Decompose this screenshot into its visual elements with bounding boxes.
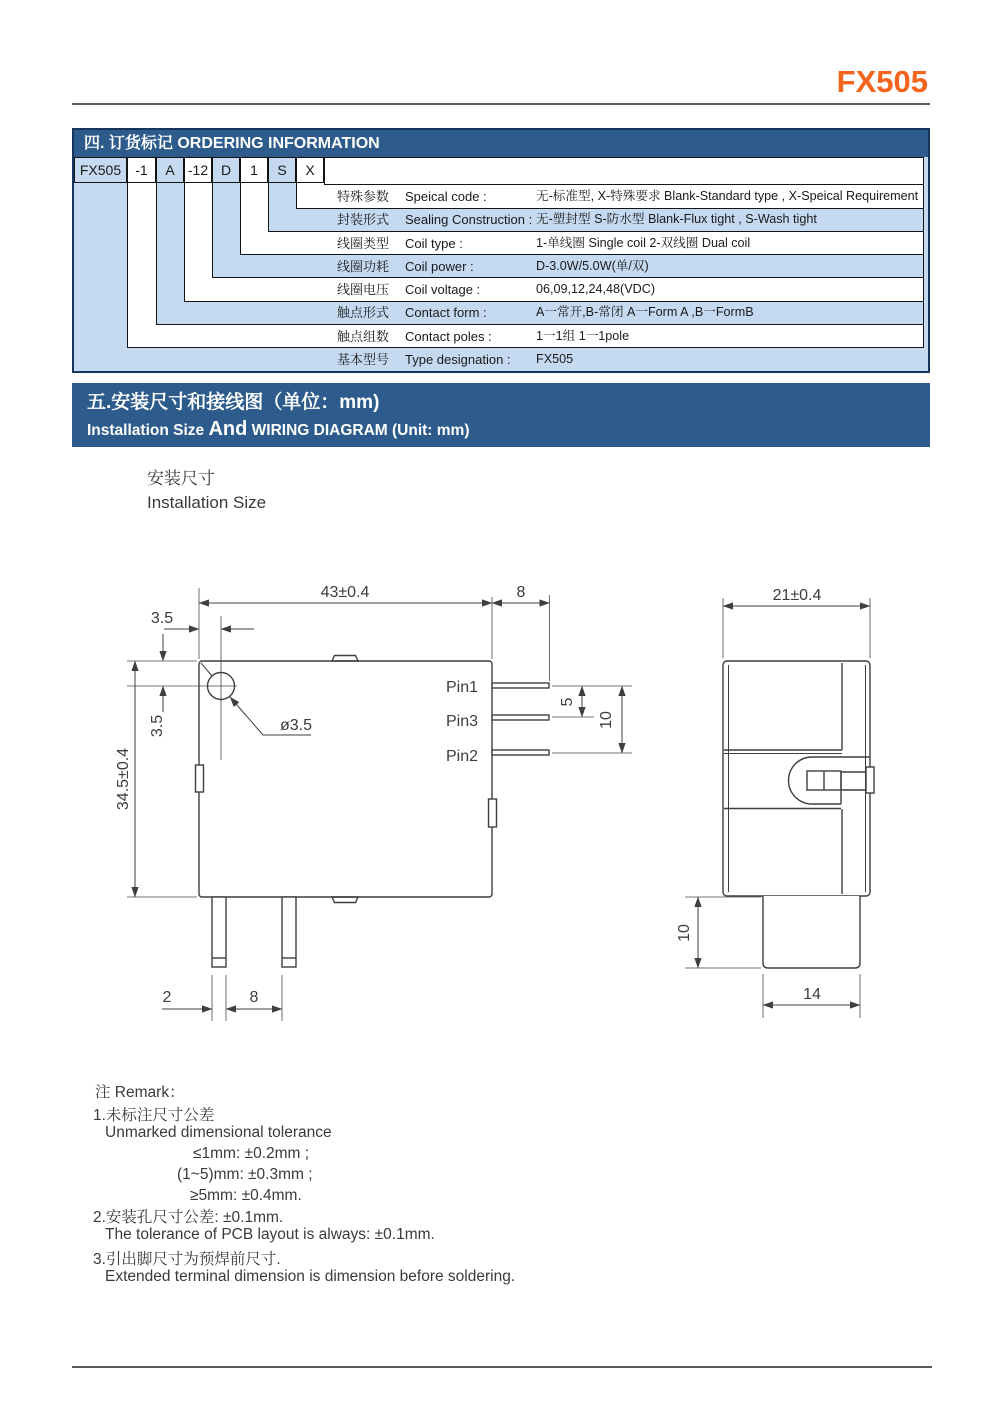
bottom-pin-right bbox=[282, 897, 296, 967]
dim-pin-gap-large: 10 bbox=[598, 711, 615, 729]
row-label-cn: 线圈类型 bbox=[337, 235, 390, 251]
remark-3-cn: 3.引出脚尺寸为预焊前尺寸. bbox=[93, 1251, 281, 1268]
relay-body-side bbox=[723, 661, 870, 896]
remark-1-tol1: ≤1mm: ±0.2mm ; bbox=[193, 1145, 310, 1162]
pin1-label: Pin1 bbox=[445, 679, 478, 696]
row-label-en: Contact form : bbox=[405, 305, 487, 321]
row-value: 1一1组 1一1pole bbox=[536, 328, 630, 343]
row-label-en: Type designation : bbox=[405, 351, 511, 367]
bottom-notch bbox=[332, 897, 358, 903]
code-box-type: FX505 bbox=[74, 157, 127, 183]
drawing-subtitle-en: Installation Size bbox=[147, 493, 267, 512]
dim-pin-gap-small: 5 bbox=[559, 697, 576, 707]
side-view bbox=[676, 587, 874, 1018]
row-value: 无-标准型, X-特殊要求 Blank-Standard type , X-Speical Requirement bbox=[536, 189, 919, 203]
section-title-en-and: And bbox=[208, 418, 248, 440]
dim-side-width: 21±0.4 bbox=[772, 587, 822, 604]
left-edge-tab bbox=[196, 765, 204, 792]
section-title-cn: 五.安装尺寸和接线图（单位：mm) bbox=[87, 392, 380, 413]
dim-body-width: 43±0.4 bbox=[320, 584, 370, 601]
row-label-en: Coil power : bbox=[405, 258, 474, 274]
dim-body-height: 34.5±0.4 bbox=[115, 747, 132, 811]
dim-hole-offset-x: 3.5 bbox=[150, 610, 174, 627]
code-box-voltage: -12 bbox=[184, 157, 212, 183]
remark-1-tol2: (1~5)mm: ±0.3mm ; bbox=[177, 1166, 313, 1183]
front-view bbox=[115, 584, 632, 1021]
dim-boss-height: 10 bbox=[676, 924, 693, 942]
row-label-cn: 基本型号 bbox=[337, 351, 390, 367]
bottom-boss bbox=[763, 896, 860, 968]
remark-3-en: Extended terminal dimension is dimension before soldering. bbox=[105, 1268, 516, 1285]
code-box-form: A bbox=[156, 157, 184, 183]
dim-pin-pitch: 8 bbox=[249, 989, 259, 1006]
section-title-en-part2: WIRING DIAGRAM (Unit: mm) bbox=[247, 422, 470, 439]
pin2-lead bbox=[492, 750, 549, 755]
page-title: FX505 bbox=[836, 64, 928, 99]
pin3-label: Pin3 bbox=[445, 713, 478, 730]
row-label-cn: 触点形式 bbox=[337, 305, 390, 321]
ordering-section-header: 四. 订货标记 ORDERING INFORMATION bbox=[74, 130, 928, 157]
row-label-en: Speical code : bbox=[405, 189, 487, 204]
row-label-en: Coil voltage : bbox=[405, 282, 481, 297]
code-box-sealing: S bbox=[268, 157, 296, 183]
row-value: 1-单线圈 Single coil 2-双线圈 Dual coil bbox=[536, 235, 751, 250]
remark-1-tol3: ≥5mm: ±0.4mm. bbox=[190, 1187, 302, 1204]
remark-1-cn: 1.未标注尺寸公差 bbox=[93, 1107, 215, 1124]
row-label-cn: 线圈电压 bbox=[337, 282, 390, 297]
dim-pin-width: 2 bbox=[162, 989, 172, 1006]
row-label-cn: 触点组数 bbox=[337, 328, 390, 344]
row-label-en: Sealing Construction : bbox=[405, 212, 533, 228]
row-value: FX505 bbox=[536, 351, 574, 366]
remark-label: 注 Remark： bbox=[95, 1084, 185, 1101]
row-value: 06,09,12,24,48(VDC) bbox=[536, 282, 656, 296]
side-tab bbox=[866, 767, 874, 793]
dim-boss-width: 14 bbox=[803, 986, 821, 1003]
code-box-power: D bbox=[212, 157, 240, 183]
code-box-special: X bbox=[296, 157, 324, 183]
top-notch bbox=[332, 656, 358, 662]
dim-hole-offset-y: 3.5 bbox=[149, 714, 166, 738]
remark-1-en: Unmarked dimensional tolerance bbox=[105, 1124, 332, 1141]
row-value: 无-塑封型 S-防水型 Blank-Flux tight , S-Wash tight bbox=[536, 212, 817, 227]
relay-body-front bbox=[199, 661, 492, 897]
bottom-rule bbox=[72, 1366, 932, 1368]
row-label-en: Contact poles : bbox=[405, 328, 492, 344]
row-label-cn: 封装形式 bbox=[337, 212, 390, 228]
drawing-subtitle-cn: 安装尺寸 bbox=[147, 469, 215, 488]
row-value: D-3.0W/5.0W(单/双) bbox=[536, 258, 649, 273]
right-edge-tab bbox=[489, 799, 497, 827]
pin1-lead bbox=[492, 683, 549, 688]
code-box-poles: -1 bbox=[127, 157, 156, 183]
code-box-coil: 1 bbox=[240, 157, 268, 183]
remark-2-cn: 2.安装孔尺寸公差: ±0.1mm. bbox=[93, 1209, 284, 1226]
row-value: A一常开,B-常闭 A一Form A ,B一FormB bbox=[536, 305, 754, 320]
pin3-lead bbox=[492, 715, 549, 720]
row-label-en: Coil type : bbox=[405, 235, 463, 251]
dim-hole-diameter: ø3.5 bbox=[280, 717, 313, 734]
dim-pin-length: 8 bbox=[516, 584, 526, 601]
pin2-label: Pin2 bbox=[445, 748, 478, 765]
bottom-pin-left bbox=[212, 897, 226, 967]
section-title-en-part1: Installation Size bbox=[87, 422, 209, 439]
row-label-cn: 线圈功耗 bbox=[337, 258, 390, 274]
row-label-cn: 特殊参数 bbox=[337, 189, 390, 204]
remark-2-en: The tolerance of PCB layout is always: ±0.1mm. bbox=[105, 1226, 435, 1243]
